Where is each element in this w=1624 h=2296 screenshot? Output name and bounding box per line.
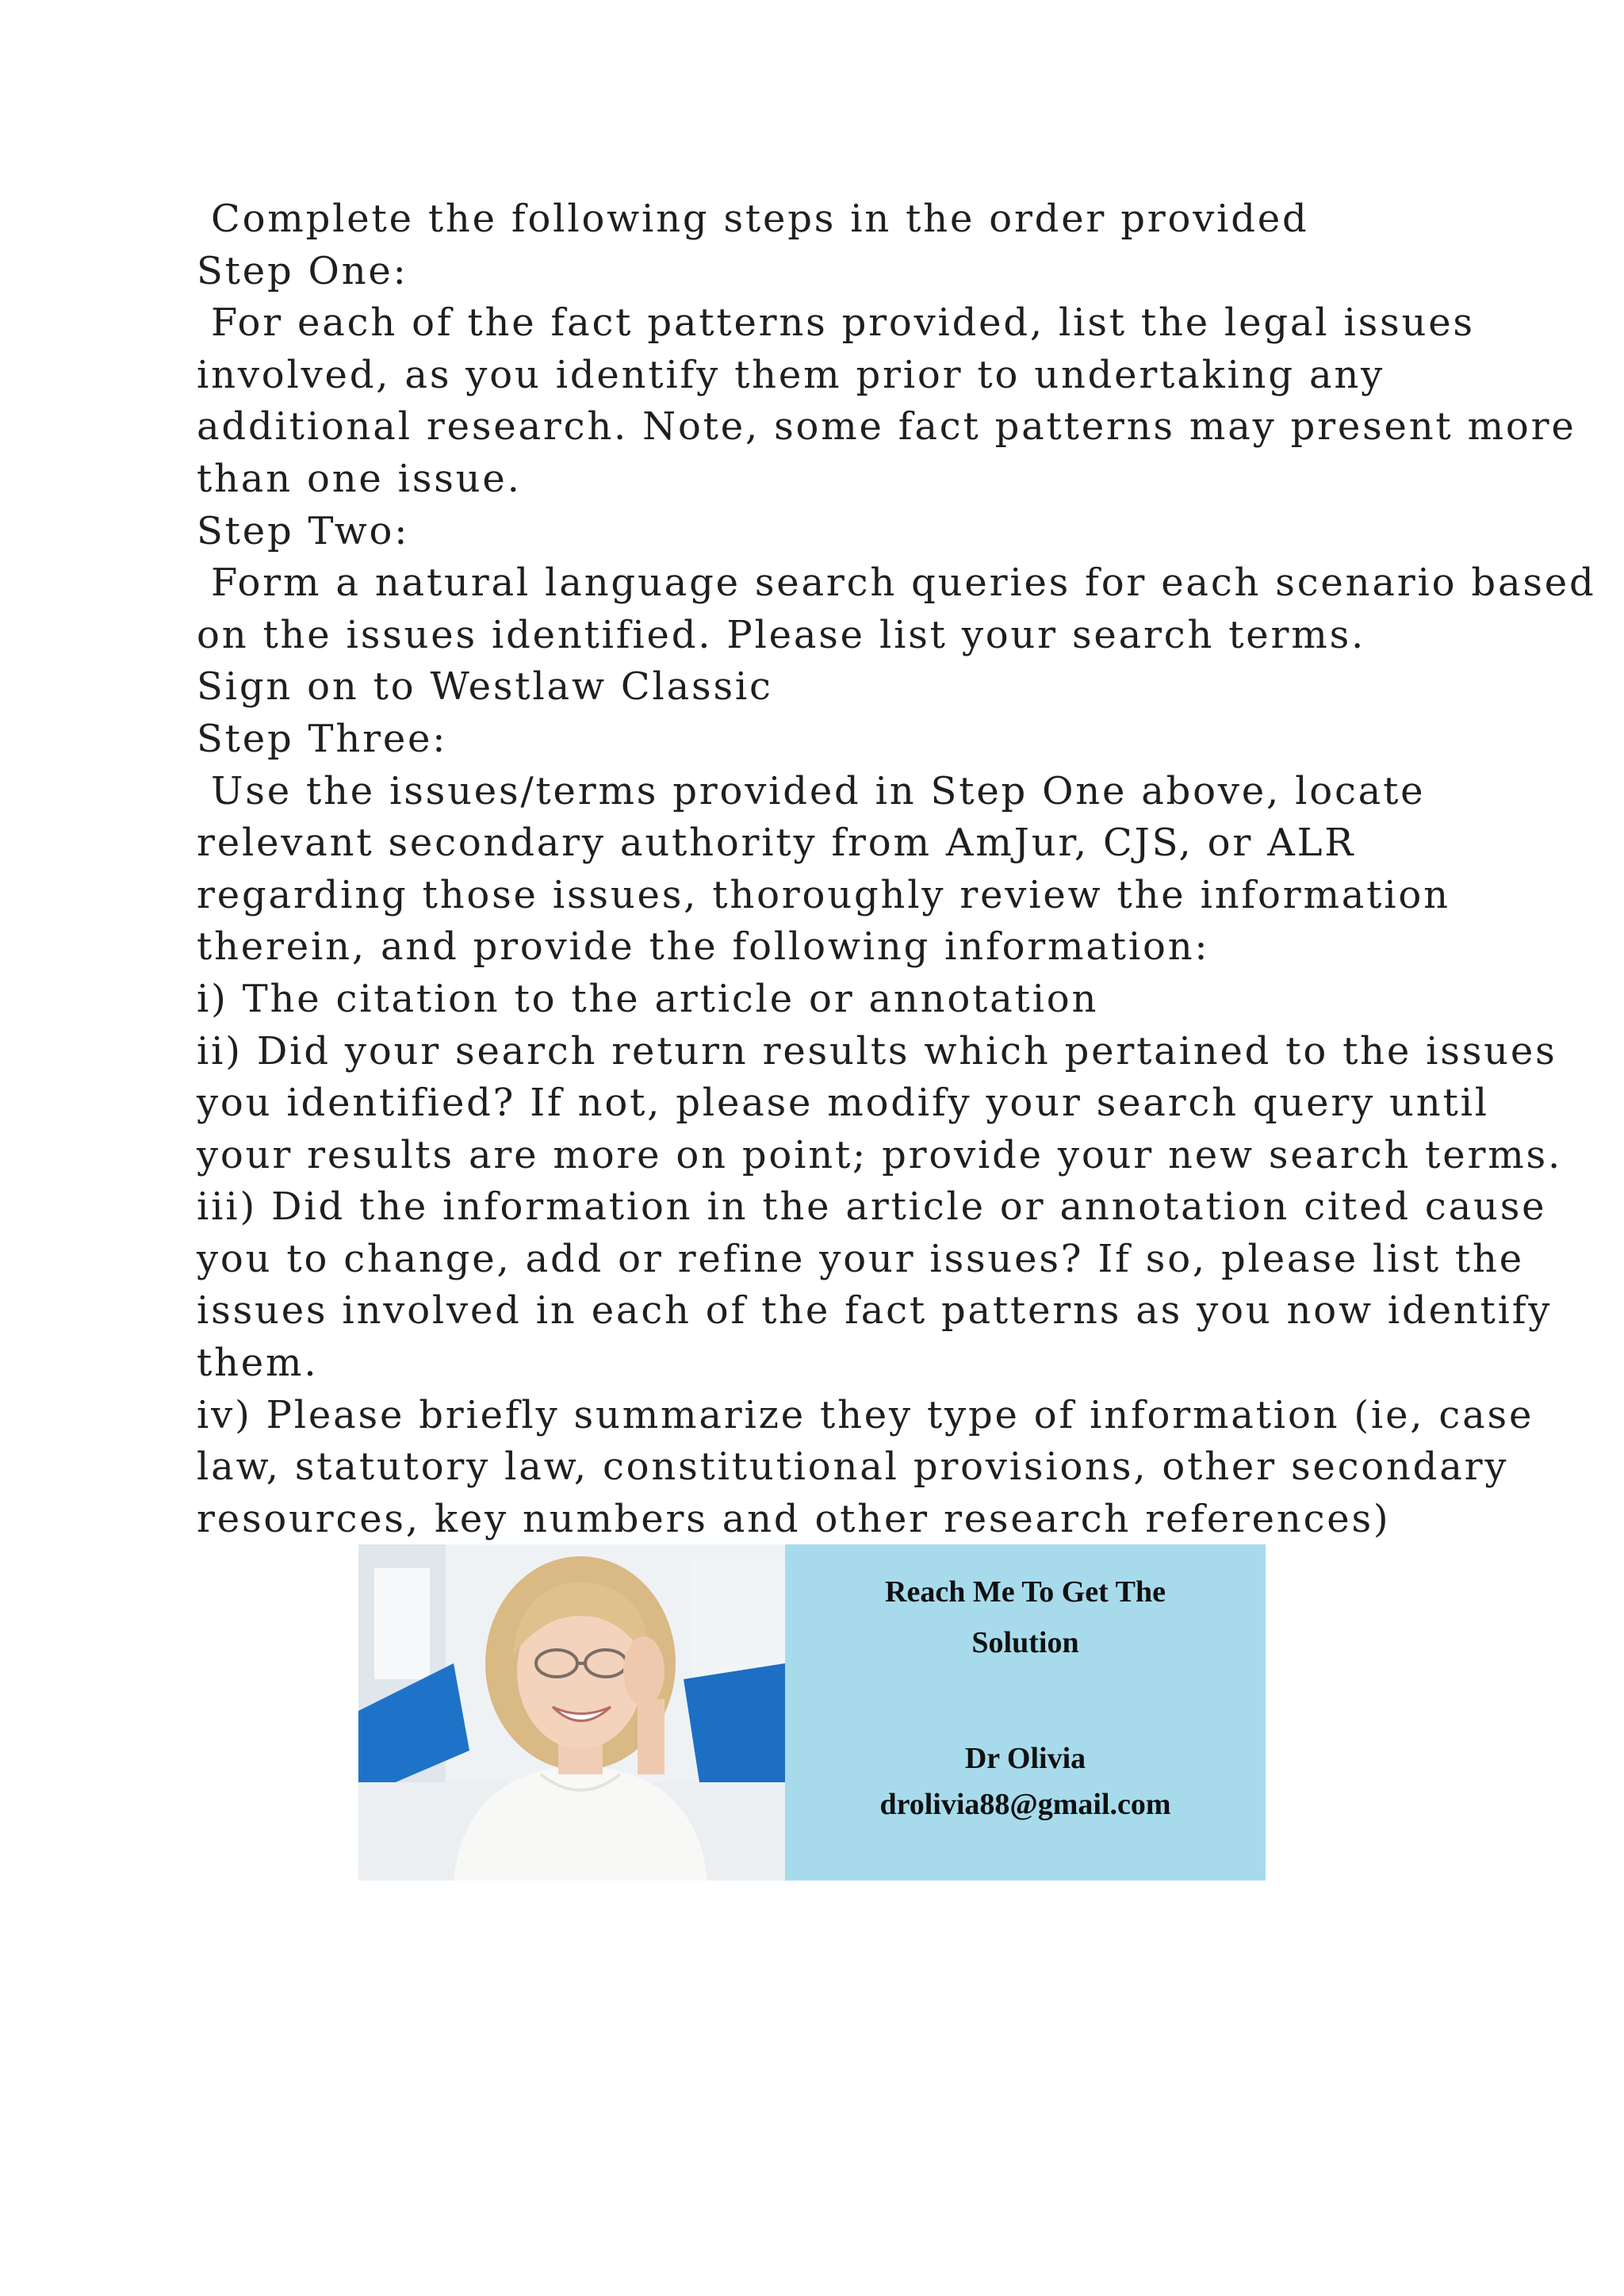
text-line: Step Three: <box>197 716 448 761</box>
text-line: you to change, add or refine your issues? If so, please list the <box>197 1236 1524 1281</box>
woman-photo-illustration <box>358 1544 785 1881</box>
text-line: therein, and provide the following information: <box>197 924 1210 970</box>
woman-photo <box>358 1544 785 1881</box>
contact-banner <box>358 1544 1266 1881</box>
text-line: Sign on to Westlaw Classic <box>197 664 773 710</box>
text-line: them. <box>197 1341 319 1386</box>
text-line: Form a natural language search queries for each scenario based <box>197 561 1596 606</box>
text-line: i) The citation to the article or annotation <box>197 976 1099 1021</box>
text-line: issues involved in each of the fact patterns as you now identify <box>197 1288 1553 1334</box>
text-line: iii) Did the information in the article or annotation cited cause <box>197 1184 1547 1230</box>
text-line: your results are more on point; provide your new search terms. <box>197 1132 1563 1177</box>
text-line: law, statutory law, constitutional provisions, other secondary <box>197 1445 1509 1490</box>
text-line: on the issues identified. Please list your search terms. <box>197 612 1366 657</box>
text-line: regarding those issues, thoroughly review the information <box>197 872 1450 917</box>
text-line: relevant secondary authority from AmJur, CJS, or ALR <box>197 821 1356 866</box>
contact-email[interactable]: drolivia88@gmail.com <box>879 1788 1171 1821</box>
contact-name: Dr Olivia <box>964 1742 1086 1775</box>
text-line: than one issue. <box>197 456 522 501</box>
text-line: Step Two: <box>197 508 410 553</box>
contact-headline-2: Solution <box>971 1626 1079 1659</box>
text-line: Step One: <box>197 248 408 293</box>
text-line: you identified? If not, please modify your search query until <box>197 1081 1489 1126</box>
text-line: For each of the fact patterns provided, list the legal issues <box>197 300 1475 346</box>
text-line: Complete the following steps in the order provided <box>197 197 1309 241</box>
text-line: additional research. Note, some fact patterns may present more <box>197 404 1576 450</box>
text-line: Use the issues/terms provided in Step One above, locate <box>197 768 1426 813</box>
text-line: involved, as you identify them prior to undertaking any <box>197 352 1385 397</box>
text-line: resources, key numbers and other research references) <box>197 1496 1391 1541</box>
contact-card <box>785 1544 1266 1881</box>
text-line: ii) Did your search return results which pertained to the issues <box>197 1028 1557 1073</box>
text-line: iv) Please briefly summarize they type of information (ie, case <box>197 1392 1534 1437</box>
contact-headline: Reach Me To Get The <box>885 1575 1166 1609</box>
document-body <box>197 193 1596 1545</box>
